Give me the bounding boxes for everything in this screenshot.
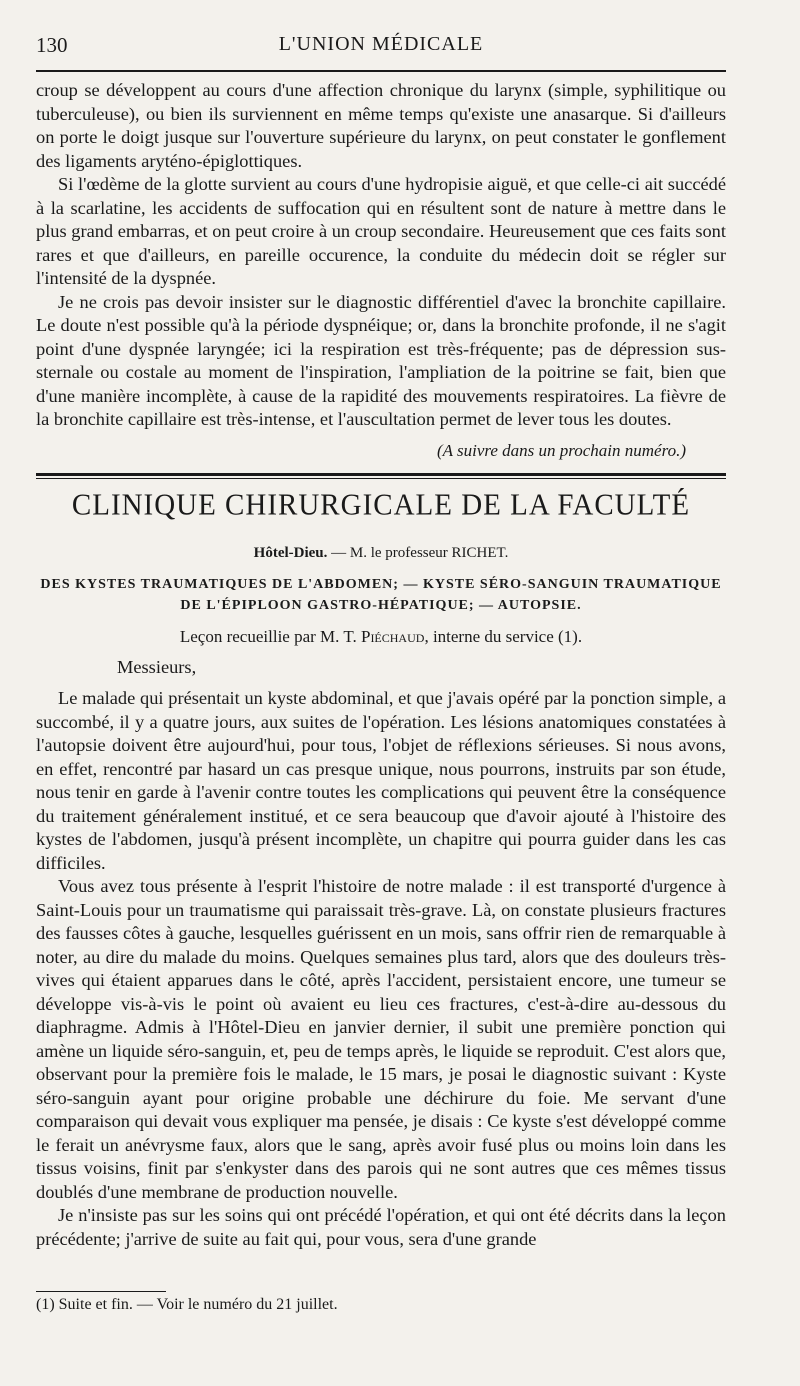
paragraph: croup se développent au cours d'une affection chronique du larynx (simple, syphilitique ou tuberculeuse), ou bien ils surviennent en même temps qu'existe une anasarque. Si d'ailleurs on porte le doigt jusque sur l'ouverture supérieure du larynx, on peut constater le gonflement des ligaments aryténo-épiglottiques. [36,80,726,171]
section-divider [36,473,726,476]
lecture-credit [36,627,726,647]
continuation-note: (A suivre dans un prochain numéro.) [437,441,686,460]
paragraph: Le malade qui présentait un kyste abdominal, et que j'avais opéré par la ponction simple, a succombé, il y a quatre jours, aux suites de l'opération. Les lésions anatomiques constatées à l'autopsie doivent être aujourd'hui, pour tous, l'objet de réflexions sérieuses. Si nous avons, en effet, rencontré par hasard un cas presque unique, nous pourrons, instruits par son étude, nous tenir en garde à l'avenir contre toutes les complications qui peuvent être la conséquence du traitement généralement institué, et ce sera beaucoup que d'avoir ajouté à l'histoire des kystes de l'abdomen, jusqu'à présent incomplète, un chapitre qui pourra guider dans les cas difficiles. [36,688,726,873]
salutation: Messieurs, [117,657,197,677]
lecture-prefix: Leçon recueillie par M. T. [179,627,361,646]
page-number: 130 [36,33,68,57]
paragraph: Je n'insiste pas sur les soins qui ont précédé l'opération, et qui ont été décrits dans la leçon précédente; j'arrive de suite au fait qui, pour vous, sera d'une grande [36,1205,726,1249]
article-subtitle-2: DE L'ÉPIPLOON GASTRO-HÉPATIQUE; — AUTOPSIE. [180,598,582,613]
header-rule [36,70,726,72]
hospital-name: Hôtel-Dieu. [253,545,328,561]
article-subtitle-1: DES KYSTES TRAUMATIQUES DE L'ABDOMEN; — KYSTE SÉRO-SANGUIN TRAUMATIQUE [40,577,722,592]
previous-article-text [36,79,726,432]
paragraph: Je ne crois pas devoir insister sur le diagnostic différentiel d'avec la bronchite capillaire. Le doute n'est possible qu'à la période dyspnéique; or, dans la bronchite profonde, il ne s'agit point d'une dyspnée laryngée; ici la respiration est très-fréquente; pas de dépression sus-sternale ou costale au moment de l'inspiration, l'ampliation de la poitrine se fait, bien que d'une manière incomplète, à cause de la rapidité des mouvements respiratoires. La fièvre de la bronchite capillaire est très-intense, et l'auscultation permet de lever tous les doutes. [36,291,726,429]
paragraph: Si l'œdème de la glotte survient au cours d'une hydropisie aiguë, et que celle-ci ait succédé à la scarlatine, les accidents de suffocation qui en résultent sont de nature à mettre dans le plus grand embarras, et on peut croire à un croup secondaire. Heureusement que ces faits sont rares et que d'ailleurs, en pareille occurence, la conduite du médecin doit se régler sur l'intensité de la dyspnée. [36,174,726,288]
section-title: CLINIQUE CHIRURGICALE DE LA FACULTÉ [71,488,691,522]
article-text [36,687,726,1251]
lecture-author: Piéchaud [360,627,425,646]
footnote: (1) Suite et fin. — Voir le numéro du 21 juillet. [36,1296,338,1313]
professor-name: — M. le professeur RICHET. [331,545,509,561]
page-header [36,33,726,65]
section-divider-thin [36,478,726,479]
journal-title: L'UNION MÉDICALE [278,33,484,55]
hospital-line [36,545,726,562]
lecture-suffix: , interne du service (1). [424,627,583,646]
paragraph: Vous avez tous présente à l'esprit l'histoire de notre malade : il est transporté d'urgence à Saint-Louis pour un traumatisme qui paraissait très-grave. Là, on constate plusieurs fractures des fausses côtes à gauche, lesquelles guérissent en un mois, sans offrir rien de remarquable à noter, au dire du malade du moins. Quelques semaines plus tard, alors que des douleurs très-vives qui étaient apparues dans le côté, après l'accident, persistaient encore, une tumeur se développe vis-à-vis le point où avaient eu lieu ces fractures, c'est-à-dire au-dessous du diaphragme. Admis à l'Hôtel-Dieu en janvier dernier, il subit une première ponction qui amène un liquide séro-sanguin, et, peu de temps après, le liquide se reproduit. C'est alors que, observant pour la première fois le malade, le 15 mars, je posai le diagnostic suivant : Kyste séro-sanguin ayant pour origine probable une déchirure du foie. Me servant d'une comparaison qui devait vous expliquer ma pensée, je disais : Ce kyste s'est développé comme le ferait un anévrysme faux, alors que le sang, après avoir fusé plus ou moins loin dans les tissus voisins, finit par s'enkyster dans des parois qui ne sont autres que ces mêmes tissus doublés d'une membrane de production nouvelle. [36,876,726,1202]
footnote-rule [36,1291,166,1292]
